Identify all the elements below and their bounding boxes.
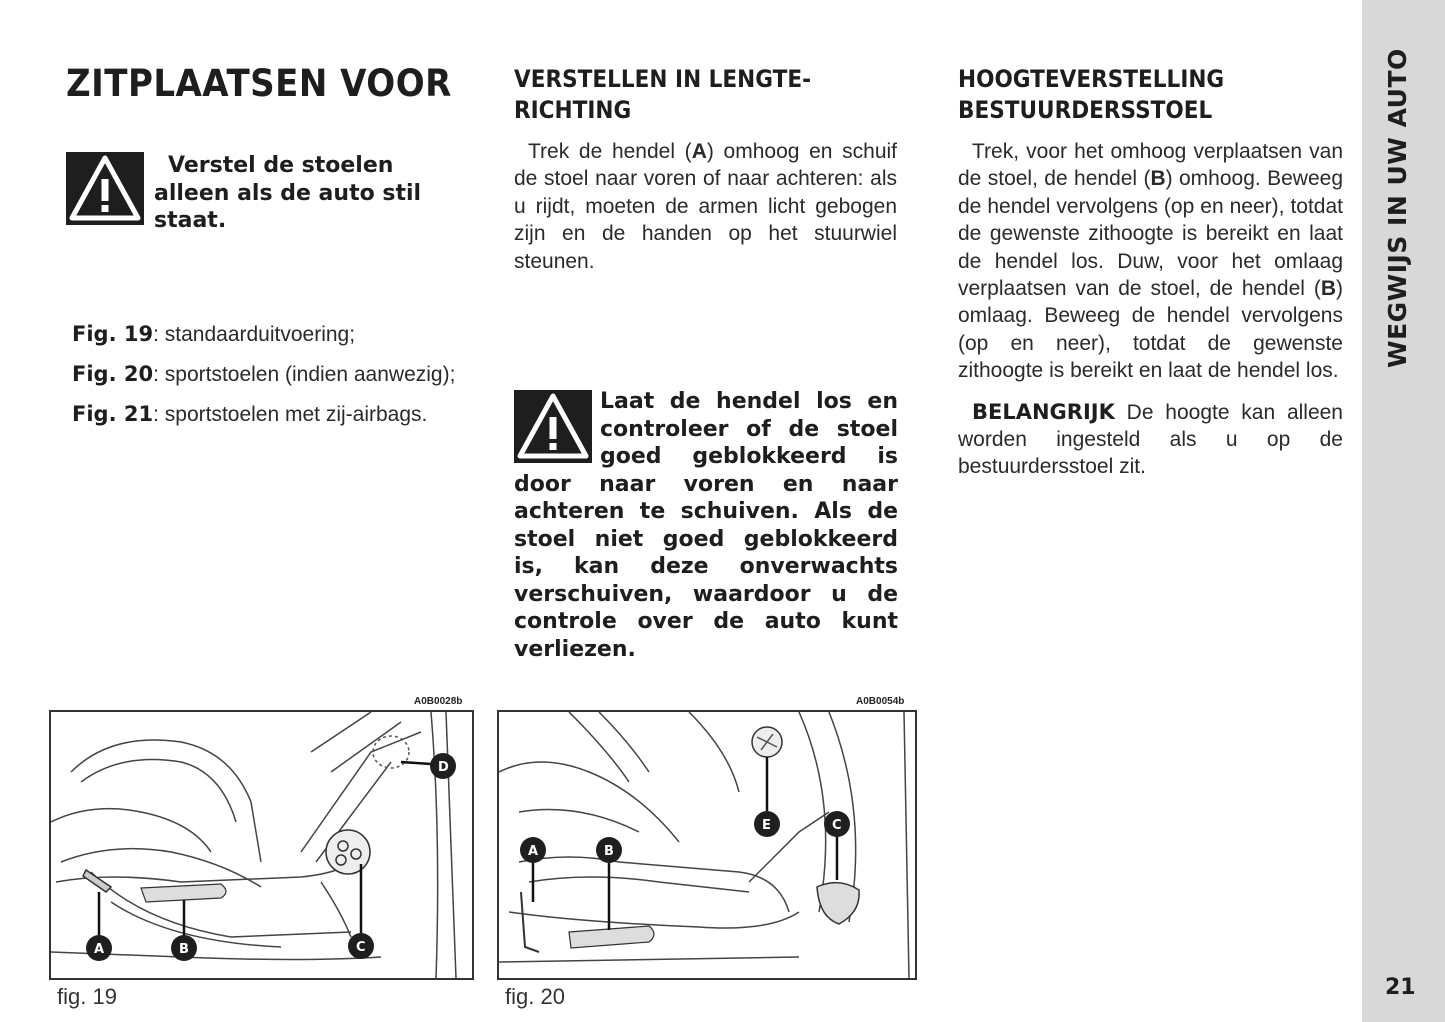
fig-list-item	[58, 361, 458, 388]
fig-desc: : standaarduitvoering;	[153, 323, 356, 346]
text-run: ) omlaag. Beweeg de hendel vervolgens (op en neer), totdat de gewenste zithoogte is bereikt en laat de hendel los.	[958, 277, 1343, 383]
text-run: Trek de hendel (	[528, 140, 692, 163]
text-run: ) omhoog. Beweeg de hendel vervolgens (op en neer), totdat de gewenste zithoogte is bereikt en laat de hendel los. Duw, voor het omlaag verplaatsen van de stoel, de hendel (	[958, 167, 1343, 301]
icon-spacer	[514, 388, 600, 470]
warning-lever-lock	[514, 388, 898, 663]
lever-key: B	[1150, 167, 1166, 191]
fig-ref: Fig. 21	[72, 402, 154, 426]
label-D: D	[438, 760, 449, 775]
lever-key: B	[1320, 277, 1336, 301]
heading-line: RICHTING	[514, 96, 632, 124]
figure-19-seat-illustration	[49, 710, 474, 980]
text-run: Trek, voor het omhoog verplaatsen van de stoel, de hendel (	[958, 140, 1343, 191]
warning-text: Laat de hendel los en controleer of de stoel goed geblokkeerd is door naar voren en naar achteren te schuiven. Als de stoel niet goed geblokkeerd is, kan deze onverwachts verschuiven, waardoor u de controle over de auto kunt verliezen.	[514, 389, 898, 662]
heading-length-adjust	[514, 64, 811, 126]
length-adjust-paragraph	[514, 138, 897, 275]
fig-list-item	[58, 401, 458, 428]
figure-code: A0B0028b	[414, 696, 463, 707]
heading-line: HOOGTEVERSTELLING	[958, 65, 1225, 93]
fig-ref: Fig. 20	[72, 362, 154, 386]
height-adjust-paragraph	[958, 138, 1343, 481]
label-B: B	[604, 844, 614, 859]
page-number: 21	[1385, 975, 1416, 1000]
fig-ref: Fig. 19	[72, 322, 154, 346]
chapter-title: WEGWIJS IN UW AUTO	[1383, 48, 1412, 368]
section-title: ZITPLAATSEN VOOR	[66, 62, 452, 105]
heading-line: BESTUURDERSSTOEL	[958, 96, 1213, 124]
label-A: A	[528, 844, 539, 859]
label-C: C	[356, 940, 366, 955]
figure-caption: fig. 20	[505, 984, 565, 1009]
figure-caption: fig. 19	[57, 984, 117, 1009]
label-B: B	[179, 942, 189, 957]
warning-seats-stationary: Verstel de stoelen alleen als de auto stil staat.	[154, 153, 422, 233]
fig-desc: : sportstoelen (indien aanwezig);	[153, 363, 456, 386]
figure-list	[58, 321, 458, 441]
warning-icon	[66, 152, 144, 225]
fig-desc: : sportstoelen met zij-airbags.	[153, 403, 428, 426]
fig-list-item	[58, 321, 458, 348]
figure-20-seat-illustration	[497, 710, 917, 980]
lever-key: A	[691, 140, 707, 163]
label-A: A	[94, 942, 105, 957]
figure-code: A0B0054b	[856, 696, 905, 707]
heading-height-adjust	[958, 64, 1224, 126]
label-E: E	[762, 818, 771, 833]
label-C: C	[832, 818, 842, 833]
heading-line: VERSTELLEN IN LENGTE-	[514, 65, 812, 93]
important-text: De hoogte kan alleen worden ingesteld als u op de bestuurdersstoel zit.	[958, 400, 1343, 479]
important-label: BELANGRIJK	[972, 399, 1115, 424]
text-run: ) omhoog en schuif de stoel naar voren of naar achteren: als u rijdt, moeten de armen licht gebogen zijn en de handen op het stuurwiel steunen.	[514, 140, 898, 273]
